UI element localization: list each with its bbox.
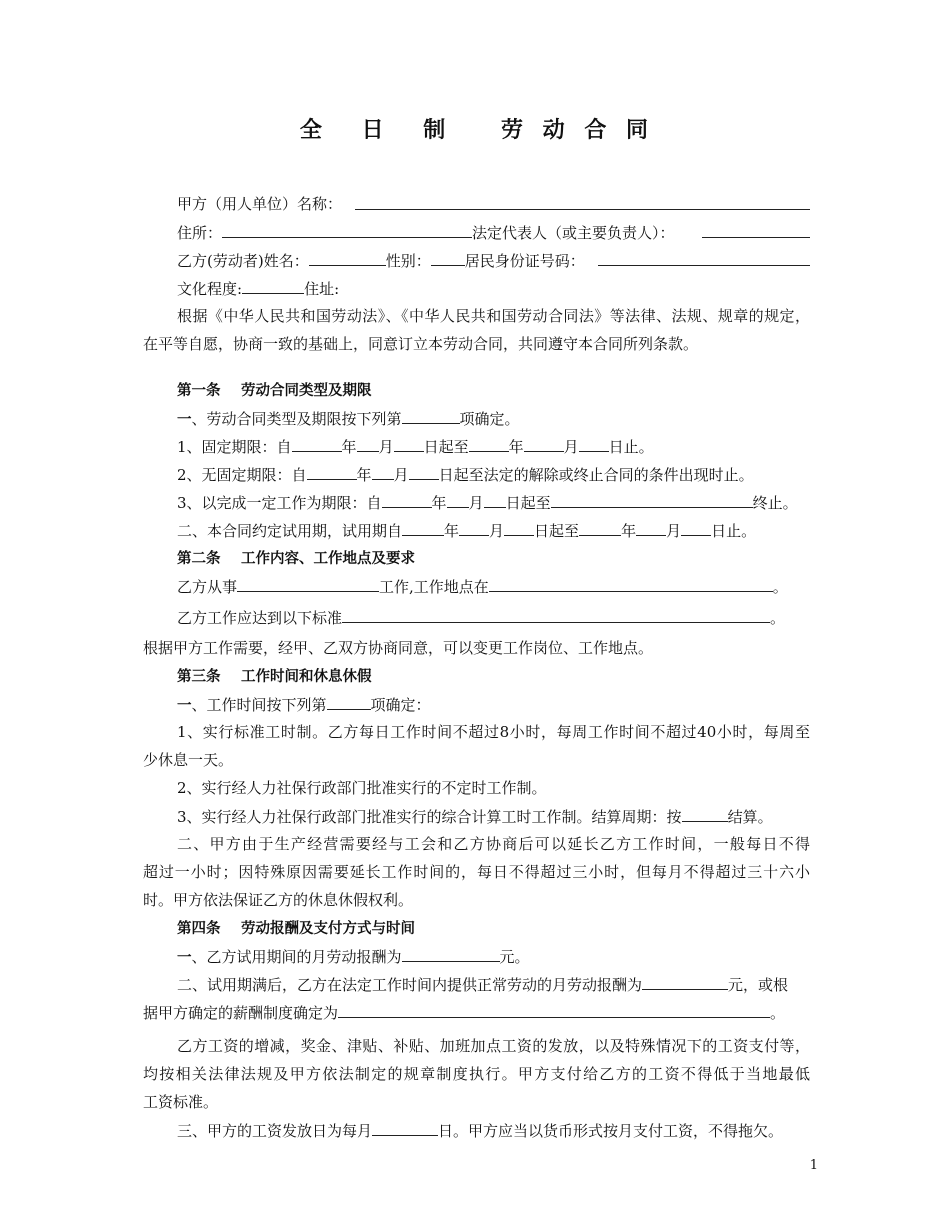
gender-label: 性别： [385, 252, 431, 270]
education-blank[interactable] [242, 276, 304, 294]
clause-text: 乙方从事 [177, 578, 238, 596]
work-standard-blank[interactable] [342, 605, 770, 623]
article-title: 劳动报酬及支付方式与时间 [241, 921, 415, 937]
clause-text: 三、甲方的工资发放日为每月 [177, 1122, 373, 1140]
clause-line [143, 1000, 810, 1034]
party-a-line [143, 192, 810, 220]
intro-text: 根据《中华人民共和国劳动法》、《中华人民共和国劳动合同法》等法律、法规、规章的规定， [177, 307, 810, 325]
page-title [0, 113, 950, 144]
clause-line [143, 748, 810, 776]
clause-line [143, 406, 810, 434]
clause-text: 1、实行标准工时制。乙方每日工作时间不超过8小时，每周工作时间不超过40小时，每周至 [177, 723, 810, 741]
clause-line [143, 490, 810, 518]
contract-type-blank[interactable] [402, 406, 460, 424]
article-number: 第二条 [177, 551, 221, 567]
month-label: 月 [393, 466, 409, 484]
clause-line [143, 518, 810, 546]
education-line [143, 276, 810, 304]
article-heading [143, 916, 810, 944]
clause-text: 据甲方确定的薪酬制度确定为 [143, 1004, 339, 1022]
clause-line [143, 692, 810, 720]
clause-line [143, 832, 810, 860]
date-blank[interactable] [372, 462, 394, 480]
clause-text: 超过一小时；因特殊原因需要延长工作时间的，每日不得超过三小时，但每月不得超过三十六小 [143, 863, 810, 881]
job-blank[interactable] [237, 574, 379, 592]
clause-line [143, 720, 810, 748]
intro-line [143, 304, 810, 332]
clause-text: 3、实行经人力社保行政部门批准实行的综合计算工时工作制。结算周期：按 [177, 808, 682, 826]
clause-line [143, 1034, 810, 1062]
clause-text: 日起至法定的解除或终止合同的条件出现时止。 [438, 466, 754, 484]
clause-line [143, 1062, 810, 1090]
clause-text: 、乙方试用期间的月劳动报酬为 [191, 948, 402, 966]
year-label: 年 [621, 522, 637, 540]
clause-text: 二、试用期满后，乙方在法定工作时间内提供正常劳动的月劳动报酬为 [177, 976, 643, 994]
clause-text: 二、本合同约定试用期，试用期自 [177, 522, 403, 540]
page-number: 1 [809, 1158, 818, 1173]
clause-number: 一 [177, 950, 192, 966]
clause-text: 。 [770, 609, 786, 627]
clause-line [143, 972, 810, 1000]
date-blank[interactable] [409, 462, 439, 480]
clause-text: 项确定。 [459, 410, 520, 428]
contract-body [143, 192, 810, 1146]
clause-text: 2、无固定期限：自 [177, 466, 307, 484]
clause-number: 一 [177, 412, 192, 428]
article-heading [143, 664, 810, 692]
party-b-name-blank[interactable] [309, 248, 386, 266]
clause-line [143, 804, 810, 832]
work-hours-type-blank[interactable] [327, 692, 371, 710]
clause-line [143, 1118, 810, 1146]
date-blank[interactable] [307, 462, 357, 480]
article-number: 第一条 [177, 383, 221, 399]
month-label: 月 [468, 494, 484, 512]
clause-line [143, 434, 810, 462]
date-blank[interactable] [484, 490, 506, 508]
month-label: 月 [489, 522, 505, 540]
clause-text: 乙方工资的增减，奖金、津贴、补贴、加班加点工资的发放，以及特殊情况下的工资支付等， [177, 1037, 810, 1055]
clause-text: 3、以完成一定工作为期限：自 [177, 494, 382, 512]
clause-text: 元，或根 [728, 976, 789, 994]
year-label: 年 [508, 438, 524, 456]
clause-text: 。 [772, 578, 788, 596]
clause-text: 少休息一天。 [143, 751, 234, 769]
date-blank[interactable] [579, 518, 621, 536]
monthly-pay-blank[interactable] [642, 972, 728, 990]
clause-line [143, 888, 810, 916]
date-blank[interactable] [681, 518, 711, 536]
clause-text: 日止。 [608, 438, 654, 456]
title-char: 劳 [500, 118, 525, 143]
id-blank[interactable] [598, 248, 810, 266]
date-blank[interactable] [469, 434, 509, 452]
clause-line [143, 776, 810, 804]
clause-text: 1、固定期限：自 [177, 438, 292, 456]
salary-system-blank[interactable] [338, 1000, 770, 1018]
article-title: 工作时间和休息休假 [241, 669, 372, 685]
clause-text: 日起至 [505, 494, 551, 512]
clause-text: 二、甲方由于生产经营需要经与工会和乙方协商后可以延长乙方工作时间，一般每日不得 [177, 835, 810, 853]
education-label: 文化程度: [177, 280, 243, 298]
clause-number: 一 [177, 698, 192, 714]
date-blank[interactable] [357, 434, 379, 452]
clause-text: 日起至 [423, 438, 469, 456]
article-number: 第三条 [177, 669, 221, 685]
address-label: 住所： [177, 224, 223, 242]
party-b-label: 乙方(劳动者)姓名： [177, 252, 309, 270]
clause-text: 工作,工作地点在 [379, 578, 489, 596]
clause-text: 均按相关法律法规及甲方依法制定的规章制度执行。甲方支付给乙方的工资不得低于当地最低 [143, 1065, 810, 1083]
intro-line [143, 332, 810, 360]
clause-line [143, 605, 810, 636]
clause-line [143, 944, 810, 972]
clause-text: 日止。 [711, 522, 757, 540]
title-char: 制 [423, 118, 448, 143]
title-char: 日 [361, 118, 386, 143]
title-char: 合 [584, 118, 609, 143]
date-blank[interactable] [447, 490, 469, 508]
clause-text: 乙方工作应达到以下标准 [177, 609, 343, 627]
date-blank[interactable] [394, 434, 424, 452]
year-label: 年 [356, 466, 372, 484]
clause-text: 项确定： [370, 696, 431, 714]
clause-text: 元。 [499, 948, 530, 966]
date-blank[interactable] [636, 518, 666, 536]
clause-text: 日。甲方应当以货币形式按月支付工资，不得拖欠。 [438, 1122, 784, 1140]
clause-line [143, 574, 810, 605]
article-heading [143, 378, 810, 406]
date-blank[interactable] [402, 518, 444, 536]
article-title: 工作内容、工作地点及要求 [241, 551, 415, 567]
month-label: 月 [563, 438, 579, 456]
clause-text: 结算。 [727, 808, 773, 826]
address-line [143, 220, 810, 248]
article-number: 第四条 [177, 921, 221, 937]
article-heading [143, 546, 810, 574]
title-char: 同 [626, 118, 651, 143]
party-b-address-label: 住址: [304, 280, 340, 298]
title-char: 动 [542, 118, 567, 143]
clause-text: 根据甲方工作需要，经甲、乙双方协商同意，可以变更工作岗位、工作地点。 [143, 639, 654, 657]
clause-text: 日起至 [534, 522, 580, 540]
date-blank[interactable] [382, 490, 432, 508]
article-title: 劳动合同类型及期限 [241, 383, 372, 399]
clause-text: 。 [770, 1004, 786, 1022]
title-char: 全 [299, 118, 324, 143]
party-a-name-blank[interactable] [355, 192, 810, 210]
id-label: 居民身份证号码： [464, 252, 585, 270]
clause-line [143, 1090, 810, 1118]
date-blank[interactable] [292, 434, 342, 452]
clause-text: 时。甲方依法保证乙方的休息休假权利。 [143, 891, 414, 909]
work-location-blank[interactable] [489, 574, 773, 592]
date-blank[interactable] [459, 518, 489, 536]
party-b-line [143, 248, 810, 276]
rep-blank[interactable] [702, 220, 810, 238]
clause-text: 、劳动合同类型及期限按下列第 [191, 410, 402, 428]
month-label: 月 [666, 522, 682, 540]
clause-text: 终止。 [752, 494, 798, 512]
settlement-period-blank[interactable] [682, 804, 728, 822]
rep-label: 法定代表人（或主要负责人）： [472, 224, 675, 242]
clause-text: 、工作时间按下列第 [191, 696, 327, 714]
year-label: 年 [431, 494, 447, 512]
month-label: 月 [378, 438, 394, 456]
clause-line [143, 636, 810, 664]
payday-blank[interactable] [372, 1118, 438, 1136]
address-blank[interactable] [222, 220, 472, 238]
task-blank[interactable] [551, 490, 753, 508]
year-label: 年 [444, 522, 460, 540]
party-a-label: 甲方（用人单位）名称： [177, 195, 343, 213]
clause-line [143, 462, 810, 490]
year-label: 年 [341, 438, 357, 456]
gender-blank[interactable] [431, 248, 465, 266]
date-blank[interactable] [504, 518, 534, 536]
date-blank[interactable] [579, 434, 609, 452]
clause-line [143, 860, 810, 888]
date-blank[interactable] [524, 434, 564, 452]
clause-text: 2、实行经人力社保行政部门批准实行的不定时工作制。 [177, 779, 547, 797]
intro-text: 在平等自愿，协商一致的基础上，同意订立本劳动合同，共同遵守本合同所列条款。 [143, 335, 699, 353]
clause-text: 工资标准。 [143, 1093, 219, 1111]
probation-pay-blank[interactable] [402, 944, 500, 962]
